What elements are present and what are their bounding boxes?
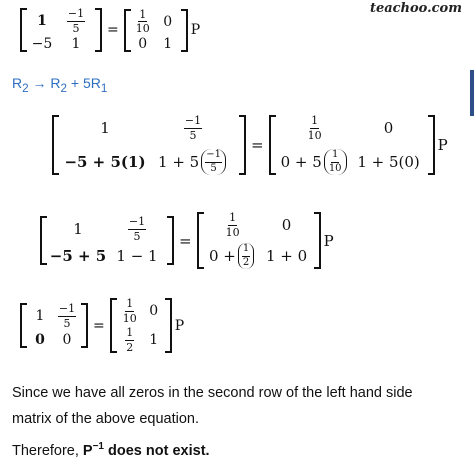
- eq2-right-matrix: [269, 115, 435, 175]
- eq4-r12: 0: [149, 303, 159, 320]
- eq4-r22: 1: [149, 332, 159, 349]
- eq3-P: P: [323, 231, 334, 250]
- row-operation: $R_2 \to R_2 + 5R_1$: [12, 75, 108, 95]
- eq4-P: P: [174, 317, 185, 334]
- eq2-l21: −5 + 5(1): [64, 153, 146, 172]
- eq1-l21: −5: [31, 36, 53, 53]
- eq2-P: P: [437, 136, 448, 155]
- eq3-l22: 1 − 1: [116, 247, 158, 266]
- eq3-right-matrix: [197, 212, 321, 269]
- equation-3: [40, 212, 334, 269]
- eq3-r12: 0: [281, 216, 292, 235]
- eq2-left-matrix: [52, 115, 246, 175]
- eq1-l12: $\frac{-1}{5}$: [67, 7, 85, 35]
- eq4-l12: $\frac{-1}{5}$: [58, 302, 76, 330]
- eq4-r11: $\frac{1}{10}$: [122, 297, 137, 325]
- eq1-r22: 1: [163, 35, 173, 52]
- eq3-r22: 1 + 0: [265, 247, 308, 266]
- eq4-l11: 1: [35, 308, 45, 325]
- scrollbar-thumb[interactable]: [470, 70, 474, 116]
- eq1-P: P: [190, 22, 201, 39]
- conclusion-line-1: Since we have all zeros in the second row of the left hand side: [12, 385, 413, 401]
- eq1-right-matrix: [124, 9, 188, 52]
- eq2-equals: =: [251, 136, 264, 155]
- eq4-r21: $\frac{1}{2}$: [126, 326, 134, 354]
- equation-1: [20, 8, 200, 52]
- eq2-r11: $\frac{1}{10}$: [307, 114, 322, 142]
- eq2-l11: 1: [100, 119, 110, 138]
- eq1-l11: 1: [37, 13, 47, 30]
- eq4-right-matrix: [110, 298, 172, 353]
- eq1-r21: 0: [138, 35, 148, 52]
- eq3-l12: $\frac{-1}{5}$: [128, 215, 146, 243]
- conclusion-line-2: matrix of the above equation.: [12, 411, 200, 427]
- eq4-left-matrix: [20, 303, 88, 348]
- equation-4: [20, 298, 184, 353]
- eq1-r11: $\frac{1}{10}$: [135, 7, 150, 36]
- teachoo-logo: teachoo.com: [369, 1, 462, 16]
- eq3-equals: =: [179, 231, 192, 250]
- eq2-r22: 1 + 5(0): [357, 153, 420, 172]
- eq3-r11: $\frac{1}{10}$: [225, 211, 240, 239]
- eq2-l12: $\frac{-1}{5}$: [184, 114, 202, 142]
- eq2-l22: 1 + 5 $\frac{-1}{5}$: [158, 149, 228, 175]
- eq1-left-matrix: [20, 8, 102, 52]
- eq1-r12: 0: [163, 13, 173, 30]
- eq2-r21: 0 + 5 $\frac{1}{10}$: [281, 149, 349, 175]
- eq3-l21: −5 + 5: [49, 247, 107, 266]
- eq4-l22: 0: [62, 332, 72, 349]
- eq1-l22: 1: [71, 36, 81, 53]
- eq3-r21: 0 + $\frac{1}{2}$: [209, 243, 256, 269]
- eq4-equals: =: [93, 317, 105, 334]
- equation-2: [52, 115, 448, 175]
- conclusion-line-3: Therefore, $P^{-1}$ does not exist.: [12, 441, 210, 459]
- eq3-l11: 1: [73, 220, 83, 239]
- eq2-r12: 0: [383, 119, 394, 138]
- eq3-left-matrix: [40, 216, 174, 265]
- eq1-equals: =: [107, 22, 119, 39]
- eq4-l21: 0: [35, 332, 45, 349]
